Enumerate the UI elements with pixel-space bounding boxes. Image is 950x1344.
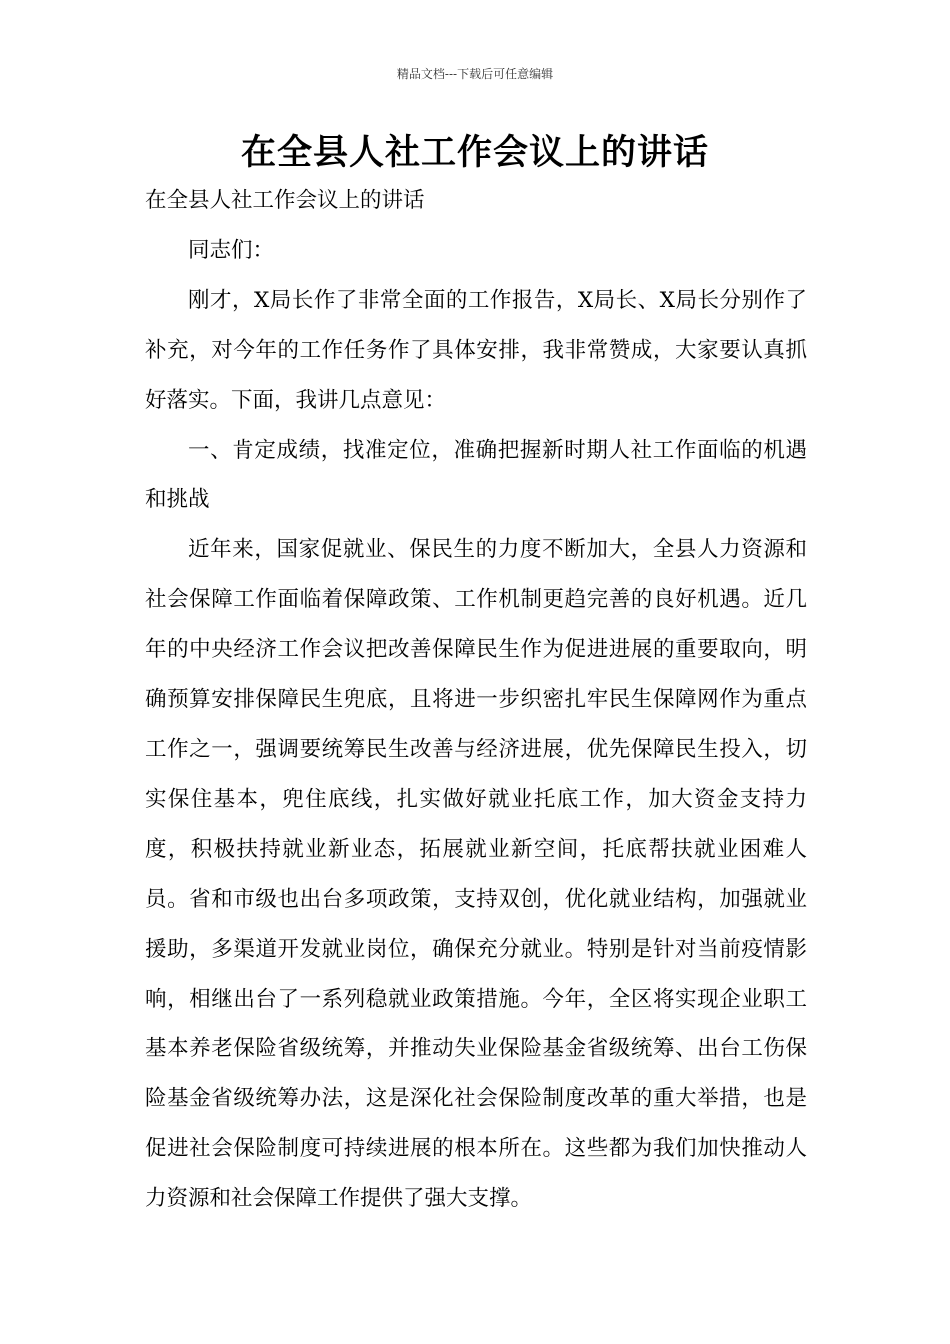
salutation: 同志们：	[188, 237, 275, 263]
document-title: 在全县人社工作会议上的讲话	[240, 132, 709, 173]
document-body	[145, 176, 807, 1224]
section-heading-1: 一、肯定成绩，找准定位，准确把握新时期人社工作面临的机遇和挑战	[145, 437, 807, 513]
subtitle-line: 在全县人社工作会议上的讲话	[145, 188, 425, 213]
paragraph-body: 近年来，国家促就业、保民生的力度不断加大，全县人力资源和社会保障工作面临着保障政策、工作机制更趋完善的良好机遇。近几年的中央经济工作会议把改善保障民生作为促进进展的重要取向，明确预算安排保障民生兜底，且将进一步织密扎牢民生保障网作为重点工作之一，强调要统筹民生改善与经济进展，优先保障民生投入，切实保住基本，兜住底线，扎实做好就业托底工作，加大资金支持力度，积极扶持就业新业态，拓展就业新空间，托底帮扶就业困难人员。省和市级也出台多项政策，支持双创，优化就业结构，加强就业援助，多渠道开发就业岗位，确保充分就业。特别是针对当前疫情影响，相继出台了一系列稳就业政策措施。今年，全区将实现企业职工基本养老保险省级统筹，并推动失业保险基金省级统筹、出台工伤保险基金省级统筹办法，这是深化社会保险制度改革的重大举措，也是促进社会保险制度可持续进展的根本所在。这些都为我们加快推动人力资源和社会保障工作提供了强大支撑。	[145, 537, 807, 1212]
page-header: 精品文档---下载后可任意编辑	[396, 67, 554, 81]
paragraph-intro: 刚才，X局长作了非常全面的工作报告，X局长、X局长分别作了补充，对今年的工作任务作了具体安排，我非常赞成，大家要认真抓好落实。下面，我讲几点意见：	[145, 287, 807, 413]
